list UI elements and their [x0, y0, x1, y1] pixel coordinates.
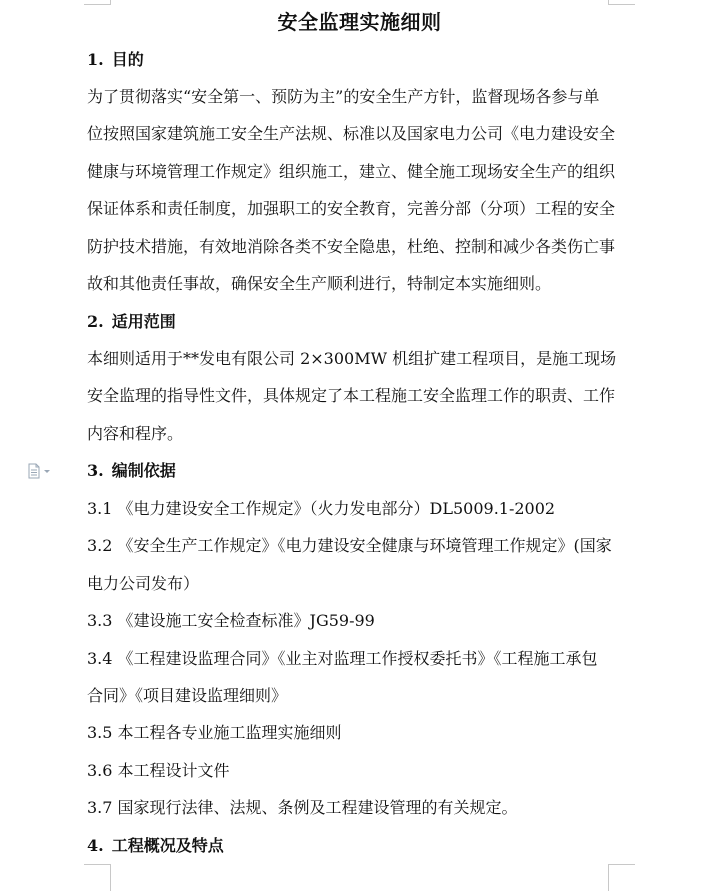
- section-3-heading: [87, 459, 176, 483]
- section-number: 1.: [87, 50, 104, 69]
- section-heading-text: 编制依据: [111, 461, 176, 480]
- section-3-line-8: 3.6 本工程设计文件: [87, 761, 230, 780]
- section-number: 4.: [87, 836, 104, 855]
- section-heading-text: 目的: [111, 50, 144, 69]
- section-1-line-1: 为了贯彻落实“安全第一、预防为主”的安全生产方针，监督现场各参与单: [87, 87, 600, 106]
- page-corner-bottom-right: [608, 864, 635, 891]
- section-number: 3.: [87, 461, 104, 480]
- section-4-heading: [87, 834, 224, 858]
- section-1-line-5: 防护技术措施，有效地消除各类不安全隐患，杜绝、控制和减少各类伤亡事: [87, 237, 616, 256]
- section-2-line-1: 本细则适用于**发电有限公司 2×300MW 机组扩建工程项目，是施工现场: [87, 349, 617, 368]
- section-3-line-5: 3.4 《工程建设监理合同》《业主对监理工作授权委托书》《工程施工承包: [87, 649, 598, 668]
- document-icon[interactable]: [27, 463, 53, 479]
- section-3-line-7: 3.5 本工程各专业施工监理实施细则: [87, 723, 342, 742]
- section-1-heading: [87, 48, 144, 72]
- section-1-line-2: 位按照国家建筑施工安全生产法规、标准以及国家电力公司《电力建设安全: [87, 124, 616, 143]
- section-heading-text: 工程概况及特点: [111, 836, 224, 855]
- section-3-line-9: 3.7 国家现行法律、法规、条例及工程建设管理的有关规定。: [87, 798, 518, 817]
- page-corner-top-left: [84, 0, 111, 5]
- document-title: 安全监理实施细则: [277, 10, 442, 34]
- section-3-line-4: 3.3 《建设施工安全检查标准》JG59-99: [87, 611, 375, 630]
- section-3-line-6: 合同》《项目建设监理细则》: [87, 686, 288, 705]
- section-2-line-3: 内容和程序。: [87, 424, 184, 443]
- section-number: 2.: [87, 312, 104, 331]
- section-2-line-2: 安全监理的指导性文件，具体规定了本工程施工安全监理工作的职责、工作: [87, 386, 616, 405]
- page-corner-top-right: [608, 0, 635, 5]
- section-2-heading: [87, 310, 176, 334]
- section-1-line-4: 保证体系和责任制度，加强职工的安全教育，完善分部（分项）工程的安全: [87, 199, 616, 218]
- section-3-line-1: 3.1 《电力建设安全工作规定》（火力发电部分）DL5009.1-2002: [87, 499, 556, 518]
- section-3-line-3: 电力公司发布）: [87, 574, 200, 593]
- page-corner-bottom-left: [84, 864, 111, 891]
- section-3-line-2: 3.2 《安全生产工作规定》《电力建设安全健康与环境管理工作规定》(国家: [87, 536, 612, 555]
- section-1-line-6: 故和其他责任事故，确保安全生产顺利进行，特制定本实施细则。: [87, 274, 552, 293]
- section-1-line-3: 健康与环境管理工作规定》组织施工，建立、健全施工现场安全生产的组织: [87, 162, 616, 181]
- section-heading-text: 适用范围: [111, 312, 176, 331]
